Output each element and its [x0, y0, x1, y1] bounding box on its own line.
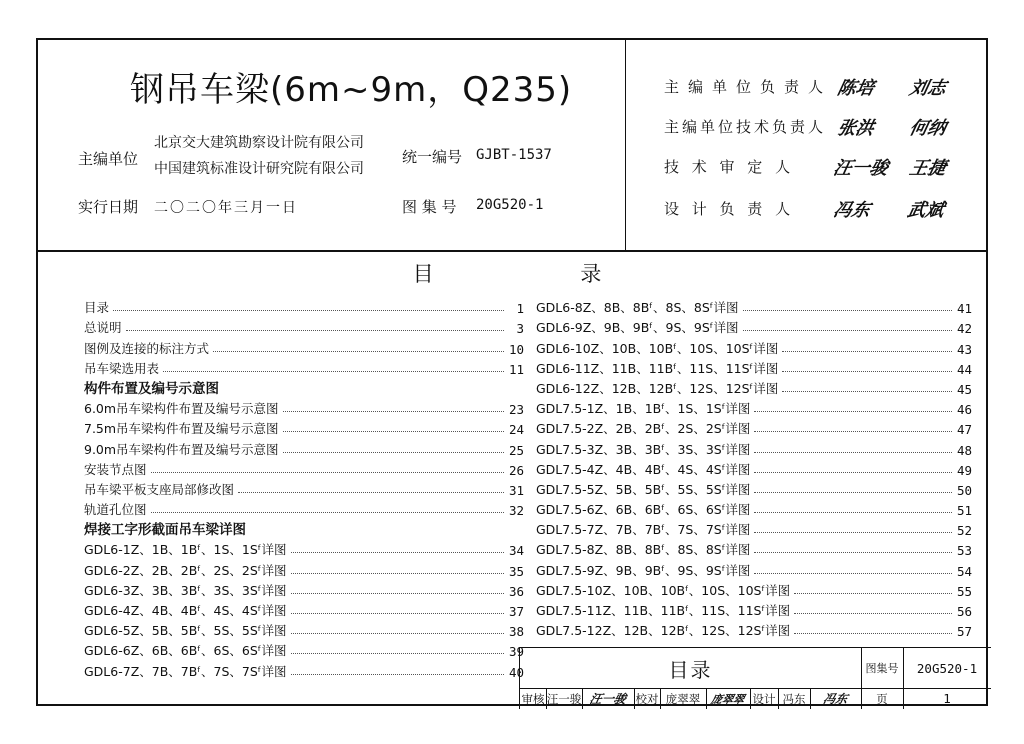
- role-label: 主编单位技术负责人: [664, 118, 827, 136]
- toc-leader-dots: [283, 452, 504, 453]
- drawing-frame: [36, 38, 988, 706]
- toc-entry[interactable]: [536, 558, 972, 578]
- toc-leader-dots: [238, 492, 504, 493]
- toc-leader-dots: [213, 351, 504, 352]
- role-signature: 武斌: [905, 200, 946, 221]
- toc-entry-title: GDL7.5-4Z、4B、4Bᶠ、4S、4Sᶠ详图: [536, 461, 751, 477]
- toc-section-heading: [84, 518, 524, 538]
- toc-entry-title: 图例及连接的标注方式: [84, 340, 210, 356]
- toc-entry-title: GDL6-8Z、8B、8Bᶠ、8S、8Sᶠ详图: [536, 300, 739, 316]
- toc-entry-title: GDL6-3Z、3B、3Bᶠ、3S、3Sᶠ详图: [84, 582, 287, 598]
- toc-entry-title: 吊车梁选用表: [84, 360, 160, 376]
- role-signature: 何纳: [907, 118, 948, 139]
- effective-label: 实行日期: [78, 198, 139, 216]
- editor-unit-1: 北京交大建筑勘察设计院有限公司: [154, 135, 364, 151]
- toc-entry-title: GDL6-5Z、5B、5Bᶠ、5S、5Sᶠ详图: [84, 623, 287, 639]
- toc-entry[interactable]: [536, 518, 972, 538]
- toc-left-column: [84, 296, 524, 680]
- toc-entry-title: GDL6-6Z、6B、6Bᶠ、6S、6Sᶠ详图: [84, 643, 287, 659]
- toc-entry-title: 焊接工字形截面吊车梁详图: [84, 522, 246, 539]
- editor-label: 主编单位: [78, 150, 139, 168]
- toc-entry[interactable]: [84, 498, 524, 518]
- toc-entry-title: GDL6-11Z、11B、11Bᶠ、11S、11Sᶠ详图: [536, 360, 779, 376]
- unified-code-label: 统一编号: [402, 148, 463, 166]
- toc-leader-dots: [754, 472, 952, 473]
- toc-entry[interactable]: [536, 579, 972, 599]
- title-block-name: 目录: [668, 657, 713, 682]
- toc-leader-dots: [754, 512, 952, 513]
- toc-entry[interactable]: [84, 437, 524, 457]
- toc-entry-title: 7.5m吊车梁构件布置及编号示意图: [84, 421, 279, 437]
- role-signature: 张洪: [835, 118, 876, 139]
- toc-entry[interactable]: [536, 458, 972, 478]
- toc-page-number: 40: [508, 664, 524, 680]
- toc-leader-dots: [794, 633, 952, 634]
- toc-leader-dots: [291, 653, 505, 654]
- toc-page-number: 24: [508, 422, 524, 438]
- toc-entry[interactable]: [536, 538, 972, 558]
- toc-leader-dots: [291, 573, 505, 574]
- toc-page-number: 57: [956, 624, 972, 640]
- toc-leader-dots: [754, 431, 952, 432]
- role-signature: 陈培: [835, 78, 876, 99]
- toc-entry[interactable]: [536, 357, 972, 377]
- toc-entry[interactable]: [536, 296, 972, 316]
- toc-page-number: 3: [516, 321, 524, 337]
- toc-entry[interactable]: [84, 397, 524, 417]
- toc-entry-title: GDL7.5-8Z、8B、8Bᶠ、8S、8Sᶠ详图: [536, 542, 751, 558]
- toc-entry[interactable]: [84, 659, 524, 679]
- toc-page-number: 31: [508, 482, 524, 498]
- toc-leader-dots: [743, 330, 953, 331]
- toc-leader-dots: [754, 532, 952, 533]
- toc-entry-title: 构件布置及编号示意图: [84, 380, 219, 397]
- toc-entry-title: 吊车梁平板支座局部修改图: [84, 481, 235, 497]
- toc-entry-title: GDL7.5-1Z、1B、1Bᶠ、1S、1Sᶠ详图: [536, 401, 751, 417]
- toc-entry[interactable]: [84, 417, 524, 437]
- toc-leader-dots: [151, 472, 504, 473]
- effective-date: 二〇二〇年三月一日: [154, 200, 298, 216]
- toc-leader-dots: [291, 552, 505, 553]
- toc-entry-title: 总说明: [84, 320, 122, 336]
- toc-entry[interactable]: [84, 478, 524, 498]
- review-label: 审核: [521, 691, 545, 706]
- role-label: 技 术 审 定 人: [664, 158, 795, 176]
- toc-leader-dots: [163, 371, 504, 372]
- toc-page-number: 49: [956, 462, 972, 478]
- toc-page-number: 44: [956, 361, 972, 377]
- reviewer-name: 汪一骏: [546, 691, 582, 706]
- editor-unit-2: 中国建筑标准设计研究院有限公司: [154, 161, 364, 177]
- toc-entry-title: GDL6-1Z、1B、1Bᶠ、1S、1Sᶠ详图: [84, 542, 287, 558]
- toc-leader-dots: [283, 431, 504, 432]
- toc-entry[interactable]: [84, 579, 524, 599]
- role-signature: 刘志: [907, 78, 948, 99]
- toc-entry-title: GDL7.5-10Z、10B、10Bᶠ、10S、10Sᶠ详图: [536, 582, 791, 598]
- toc-entry-title: GDL6-2Z、2B、2Bᶠ、2S、2Sᶠ详图: [84, 562, 287, 578]
- check-label: 校对: [635, 691, 659, 706]
- role-label: 设 计 负 责 人: [664, 200, 795, 218]
- toc-leader-dots: [291, 674, 505, 675]
- header-vertical-divider: [625, 40, 626, 250]
- toc-page-number: 36: [508, 583, 524, 599]
- toc-leader-dots: [151, 512, 504, 513]
- checker-name: 庞翠翠: [665, 691, 701, 706]
- toc-entry[interactable]: [536, 498, 972, 518]
- toc-entry-title: 轨道孔位图: [84, 502, 147, 518]
- toc-page-number: 25: [508, 442, 524, 458]
- toc-page-number: 50: [956, 482, 972, 498]
- toc-leader-dots: [743, 310, 953, 311]
- toc-page-number: 48: [956, 442, 972, 458]
- toc-leader-dots: [754, 492, 952, 493]
- toc-entry[interactable]: [84, 639, 524, 659]
- toc-page-number: 39: [508, 644, 524, 660]
- designer-name: 冯东: [782, 691, 806, 706]
- checker-signature: 庞翠翠: [710, 692, 746, 706]
- page-label: 页: [876, 691, 888, 706]
- page-number: 1: [943, 691, 951, 706]
- toc-leader-dots: [291, 633, 505, 634]
- toc-entry[interactable]: [84, 558, 524, 578]
- toc-page-number: 52: [956, 523, 972, 539]
- toc-entry[interactable]: [84, 538, 524, 558]
- toc-entry-title: GDL7.5-9Z、9B、9Bᶠ、9S、9Sᶠ详图: [536, 562, 751, 578]
- toc-entry-title: GDL7.5-12Z、12B、12Bᶠ、12S、12Sᶠ详图: [536, 623, 791, 639]
- toc-page-number: 42: [956, 321, 972, 337]
- toc-leader-dots: [754, 573, 952, 574]
- toc-page-number: 37: [508, 604, 524, 619]
- toc-leader-dots: [782, 391, 952, 392]
- toc-entry[interactable]: [84, 599, 524, 619]
- title-block-atlas-no: 20G520-1: [916, 660, 978, 676]
- toc-page-number: 54: [956, 563, 972, 579]
- toc-page-number: 53: [956, 543, 972, 559]
- toc-title: 目 录: [412, 262, 672, 286]
- toc-leader-dots: [794, 613, 952, 614]
- toc-leader-dots: [782, 351, 952, 352]
- role-signature: 汪一骏: [831, 158, 890, 179]
- toc-entry[interactable]: [84, 357, 524, 377]
- toc-entry-title: 目录: [84, 300, 110, 316]
- toc-entry[interactable]: [84, 336, 524, 356]
- toc-entry[interactable]: [84, 458, 524, 478]
- toc-entry[interactable]: [536, 316, 972, 336]
- toc-page-number: 10: [508, 341, 524, 357]
- toc-page-number: 55: [956, 583, 972, 599]
- toc-leader-dots: [291, 593, 505, 594]
- toc-leader-dots: [113, 310, 504, 311]
- toc-entry[interactable]: [536, 619, 972, 639]
- toc-page-number: 26: [508, 462, 524, 478]
- toc-page-number: 34: [508, 543, 524, 559]
- toc-entry[interactable]: [536, 377, 972, 397]
- toc-page-number: 35: [508, 563, 524, 579]
- atlas-no-label: 图 集 号: [402, 198, 457, 216]
- designer-signature: 冯东: [821, 692, 849, 706]
- toc-page-number: 11: [508, 361, 524, 377]
- toc-entry-title: 6.0m吊车梁构件布置及编号示意图: [84, 401, 279, 417]
- toc-page-number: 51: [956, 503, 972, 519]
- title-block: [519, 647, 991, 709]
- title-block-atlas-label: 图集号: [865, 662, 899, 675]
- toc-leader-dots: [283, 411, 504, 412]
- toc-entry-title: GDL6-4Z、4B、4Bᶠ、4S、4Sᶠ详图: [84, 603, 287, 618]
- toc-page-number: 46: [956, 402, 972, 418]
- toc-entry[interactable]: [536, 599, 972, 619]
- toc-leader-dots: [754, 552, 952, 553]
- toc-leader-dots: [754, 411, 952, 412]
- toc-page-number: 32: [508, 503, 524, 519]
- toc-entry-title: GDL7.5-3Z、3B、3Bᶠ、3S、3Sᶠ详图: [536, 441, 751, 457]
- toc-right-column: [536, 296, 972, 639]
- toc-entry-title: GDL6-9Z、9B、9Bᶠ、9S、9Sᶠ详图: [536, 320, 739, 336]
- toc-page-number: 41: [956, 301, 972, 317]
- toc-entry[interactable]: [536, 397, 972, 417]
- toc-entry-title: GDL6-7Z、7B、7Bᶠ、7S、7Sᶠ详图: [84, 663, 287, 679]
- toc-entry-title: GDL7.5-5Z、5B、5Bᶠ、5S、5Sᶠ详图: [536, 481, 751, 497]
- unified-code: GJBT-1537: [476, 147, 552, 163]
- toc-entry[interactable]: [536, 336, 972, 356]
- toc-page-number: 1: [516, 301, 524, 317]
- reviewer-signature: 汪一骏: [588, 692, 628, 706]
- toc-entry-title: GDL6-10Z、10B、10Bᶠ、10S、10Sᶠ详图: [536, 340, 779, 356]
- atlas-title: 钢吊车梁(6m~9m，Q235): [130, 70, 573, 110]
- toc-entry[interactable]: [84, 296, 524, 316]
- toc-entry-title: GDL7.5-11Z、11B、11Bᶠ、11S、11Sᶠ详图: [536, 603, 791, 618]
- toc-page-number: 47: [956, 422, 972, 438]
- header-divider: [38, 250, 986, 252]
- toc-leader-dots: [782, 371, 952, 372]
- role-signature: 王捷: [907, 158, 948, 179]
- design-label: 设计: [752, 691, 776, 706]
- toc-page-number: 43: [956, 341, 972, 357]
- toc-entry-title: GDL7.5-7Z、7B、7Bᶠ、7S、7Sᶠ详图: [536, 522, 751, 538]
- role-label: 主编单位负责人: [664, 78, 833, 96]
- toc-entry-title: 安装节点图: [84, 461, 147, 477]
- toc-entry[interactable]: [536, 417, 972, 437]
- toc-entry-title: GDL7.5-6Z、6B、6Bᶠ、6S、6Sᶠ详图: [536, 502, 751, 518]
- toc-page-number: 45: [956, 381, 972, 397]
- toc-page-number: 56: [956, 604, 972, 619]
- toc-page-number: 38: [508, 624, 524, 640]
- toc-page-number: 23: [508, 402, 524, 418]
- atlas-no: 20G520-1: [476, 197, 544, 213]
- toc-entry[interactable]: [84, 619, 524, 639]
- toc-entry[interactable]: [536, 437, 972, 457]
- toc-leader-dots: [794, 593, 952, 594]
- toc-section-heading: [84, 377, 524, 397]
- toc-entry-title: GDL7.5-2Z、2B、2Bᶠ、2S、2Sᶠ详图: [536, 421, 751, 437]
- toc-entry[interactable]: [84, 316, 524, 336]
- role-signature: 冯东: [831, 200, 872, 221]
- toc-leader-dots: [291, 613, 505, 614]
- toc-entry-title: 9.0m吊车梁构件布置及编号示意图: [84, 441, 279, 457]
- toc-leader-dots: [754, 452, 952, 453]
- toc-entry[interactable]: [536, 478, 972, 498]
- toc-leader-dots: [126, 330, 504, 331]
- toc-entry-title: GDL6-12Z、12B、12Bᶠ、12S、12Sᶠ详图: [536, 380, 779, 396]
